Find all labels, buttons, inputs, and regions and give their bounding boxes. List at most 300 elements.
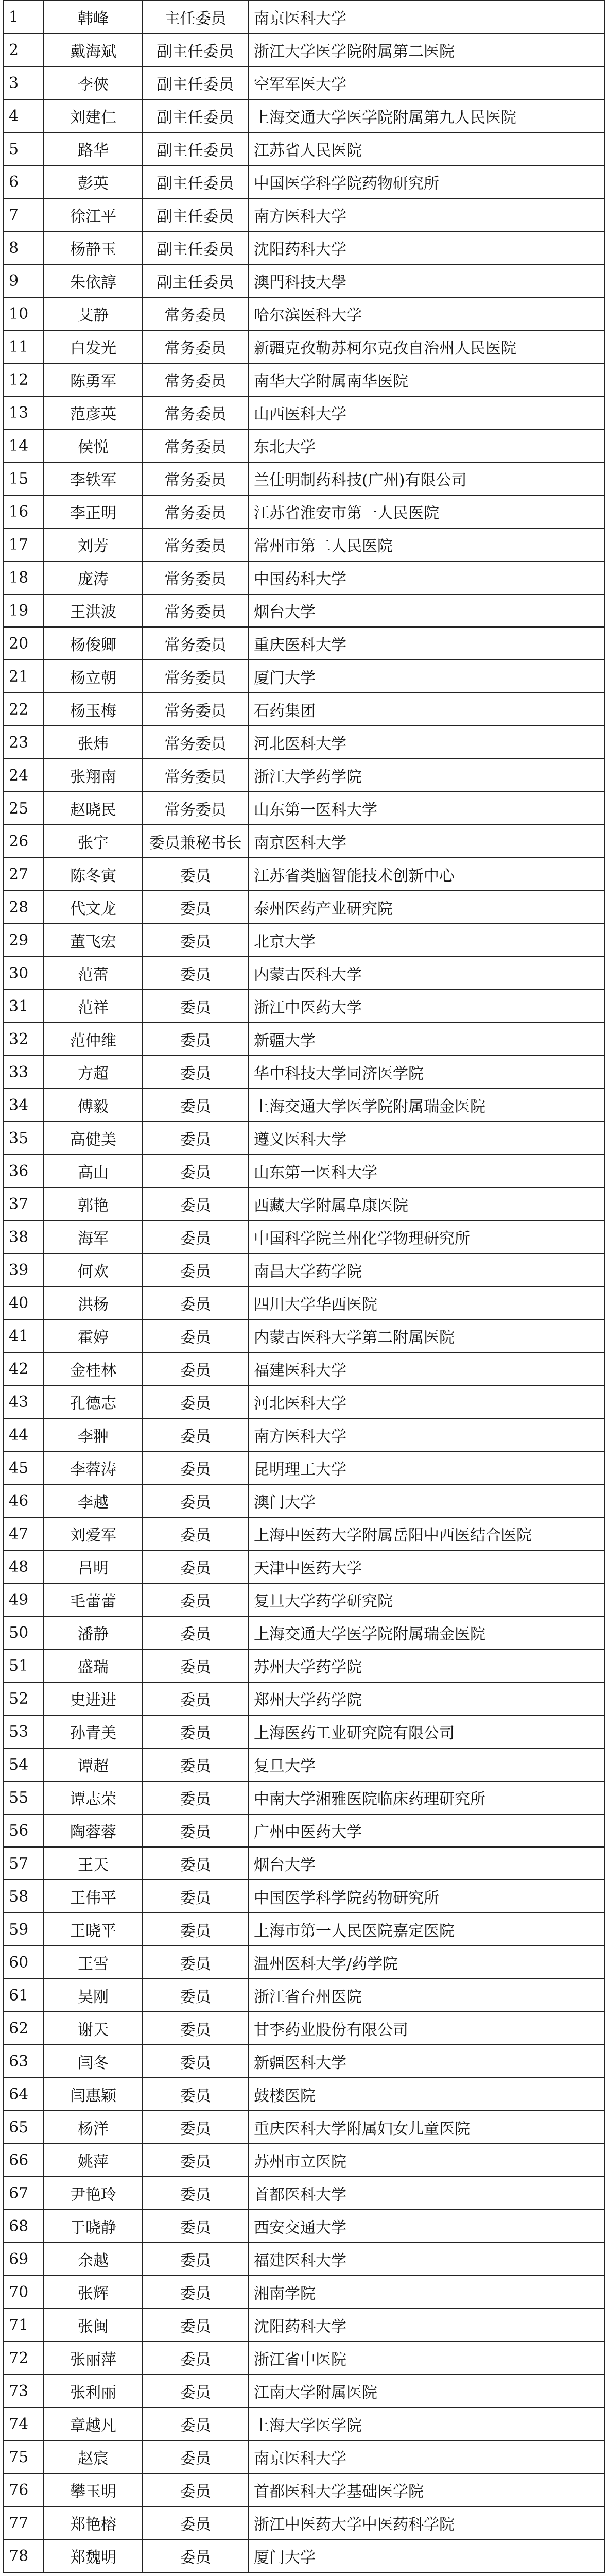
member-name: 高山	[44, 1155, 143, 1188]
member-name: 尹艳玲	[44, 2177, 143, 2210]
member-organization: 郑州大学药学院	[248, 1682, 604, 1715]
member-name: 吕明	[44, 1550, 143, 1583]
row-number: 67	[3, 2177, 44, 2210]
row-number: 54	[3, 1748, 44, 1781]
member-name: 霍婷	[44, 1319, 143, 1352]
member-name: 张炜	[44, 726, 143, 759]
member-name: 张宇	[44, 825, 143, 858]
member-role: 委员	[143, 1155, 248, 1188]
member-organization: 浙江大学药学院	[248, 759, 604, 792]
member-role: 常务委员	[143, 462, 248, 495]
table-row	[3, 1616, 604, 1649]
table-row	[3, 2045, 604, 2078]
member-role: 常务委员	[143, 528, 248, 561]
member-role: 副主任委员	[143, 165, 248, 198]
member-organization: 泰州医药产业研究院	[248, 891, 604, 924]
table-row	[3, 1221, 604, 1253]
row-number: 46	[3, 1484, 44, 1517]
member-name: 李翀	[44, 1418, 143, 1451]
member-role: 委员	[143, 1649, 248, 1682]
member-name: 姚萍	[44, 2144, 143, 2177]
row-number: 47	[3, 1517, 44, 1550]
row-number: 35	[3, 1122, 44, 1155]
member-role: 委员	[143, 957, 248, 990]
row-number: 70	[3, 2276, 44, 2309]
row-number: 49	[3, 1583, 44, 1616]
table-row	[3, 165, 604, 198]
member-organization: 烟台大学	[248, 1847, 604, 1880]
member-name: 史进进	[44, 1682, 143, 1715]
member-organization: 重庆医科大学附属妇女儿童医院	[248, 2111, 604, 2144]
member-role: 委员	[143, 2539, 248, 2572]
member-name: 方超	[44, 1056, 143, 1089]
member-name: 李蓉涛	[44, 1451, 143, 1484]
row-number: 74	[3, 2408, 44, 2441]
table-row	[3, 330, 604, 363]
table-row	[3, 1023, 604, 1056]
member-name: 路华	[44, 132, 143, 165]
member-table-body	[3, 1, 604, 2572]
row-number: 32	[3, 1023, 44, 1056]
member-name: 高健美	[44, 1122, 143, 1155]
member-name: 余越	[44, 2243, 143, 2276]
table-row	[3, 1847, 604, 1880]
member-organization: 上海大学医学院	[248, 2408, 604, 2441]
member-role: 委员	[143, 891, 248, 924]
member-role: 委员	[143, 924, 248, 957]
member-name: 孙青美	[44, 1715, 143, 1748]
member-role: 常务委员	[143, 429, 248, 462]
member-role: 委员	[143, 1352, 248, 1385]
member-role: 委员	[143, 1418, 248, 1451]
member-organization: 首都医科大学基础医学院	[248, 2473, 604, 2506]
member-organization: 西安交通大学	[248, 2210, 604, 2243]
member-name: 刘建仁	[44, 99, 143, 132]
member-role: 委员	[143, 1715, 248, 1748]
member-name: 刘芳	[44, 528, 143, 561]
table-row	[3, 1056, 604, 1089]
member-name: 攀玉明	[44, 2473, 143, 2506]
row-number: 12	[3, 363, 44, 396]
member-name: 王晓平	[44, 1913, 143, 1946]
member-name: 傅毅	[44, 1089, 143, 1122]
row-number: 1	[3, 1, 44, 33]
row-number: 26	[3, 825, 44, 858]
member-organization: 上海交通大学医学院附属瑞金医院	[248, 1616, 604, 1649]
member-role: 委员	[143, 2342, 248, 2375]
table-row	[3, 231, 604, 264]
row-number: 2	[3, 33, 44, 66]
row-number: 6	[3, 165, 44, 198]
row-number: 30	[3, 957, 44, 990]
member-role: 委员	[143, 1319, 248, 1352]
row-number: 66	[3, 2144, 44, 2177]
member-organization: 南昌大学药学院	[248, 1253, 604, 1286]
member-role: 副主任委员	[143, 99, 248, 132]
row-number: 51	[3, 1649, 44, 1682]
row-number: 60	[3, 1946, 44, 1979]
member-name: 范蕾	[44, 957, 143, 990]
table-row	[3, 1748, 604, 1781]
member-role: 委员	[143, 1682, 248, 1715]
member-organization: 遵义医科大学	[248, 1122, 604, 1155]
member-name: 盛瑞	[44, 1649, 143, 1682]
table-row	[3, 429, 604, 462]
member-role: 委员	[143, 2177, 248, 2210]
row-number: 71	[3, 2309, 44, 2342]
member-name: 代文龙	[44, 891, 143, 924]
member-role: 委员	[143, 1847, 248, 1880]
member-role: 委员	[143, 2276, 248, 2309]
member-name: 庞涛	[44, 561, 143, 594]
member-role: 主任委员	[143, 1, 248, 33]
row-number: 18	[3, 561, 44, 594]
member-name: 王洪波	[44, 594, 143, 627]
table-row	[3, 33, 604, 66]
table-row	[3, 660, 604, 693]
row-number: 17	[3, 528, 44, 561]
member-name: 朱依諄	[44, 264, 143, 297]
row-number: 28	[3, 891, 44, 924]
row-number: 64	[3, 2078, 44, 2111]
member-name: 陈冬寅	[44, 858, 143, 891]
row-number: 55	[3, 1781, 44, 1814]
member-organization: 浙江中医药大学	[248, 990, 604, 1023]
member-role: 委员	[143, 2375, 248, 2408]
member-role: 委员	[143, 1550, 248, 1583]
table-row	[3, 297, 604, 330]
member-role: 副主任委员	[143, 66, 248, 99]
member-name: 杨立朝	[44, 660, 143, 693]
member-name: 闫冬	[44, 2045, 143, 2078]
table-row	[3, 2111, 604, 2144]
member-organization: 河北医科大学	[248, 1385, 604, 1418]
member-organization: 空军军医大学	[248, 66, 604, 99]
member-role: 委员	[143, 1286, 248, 1319]
member-role: 委员	[143, 2441, 248, 2473]
member-role: 委员	[143, 1814, 248, 1847]
member-role: 常务委员	[143, 594, 248, 627]
member-organization: 天津中医药大学	[248, 1550, 604, 1583]
member-name: 金桂林	[44, 1352, 143, 1385]
member-role: 委员	[143, 858, 248, 891]
member-name: 陶蓉蓉	[44, 1814, 143, 1847]
row-number: 14	[3, 429, 44, 462]
member-role: 常务委员	[143, 396, 248, 429]
member-name: 毛蕾蕾	[44, 1583, 143, 1616]
table-row	[3, 1188, 604, 1221]
member-organization: 上海市第一人民医院嘉定医院	[248, 1913, 604, 1946]
table-row	[3, 2276, 604, 2309]
row-number: 72	[3, 2342, 44, 2375]
member-name: 杨玉梅	[44, 693, 143, 726]
row-number: 38	[3, 1221, 44, 1253]
member-role: 常务委员	[143, 693, 248, 726]
member-organization: 重庆医科大学	[248, 627, 604, 660]
member-name: 吴刚	[44, 1979, 143, 2012]
member-role: 委员	[143, 1517, 248, 1550]
member-role: 委员	[143, 1056, 248, 1089]
row-number: 77	[3, 2506, 44, 2539]
row-number: 21	[3, 660, 44, 693]
member-organization: 四川大学华西医院	[248, 1286, 604, 1319]
table-row	[3, 363, 604, 396]
member-organization: 兰仕明制药科技(广州)有限公司	[248, 462, 604, 495]
table-row	[3, 1451, 604, 1484]
member-organization: 中国科学院兰州化学物理研究所	[248, 1221, 604, 1253]
member-role: 委员	[143, 2045, 248, 2078]
member-organization: 江苏省人民医院	[248, 132, 604, 165]
table-row	[3, 924, 604, 957]
member-role: 委员	[143, 1188, 248, 1221]
member-name: 彭英	[44, 165, 143, 198]
member-organization: 石药集团	[248, 693, 604, 726]
member-organization: 内蒙古医科大学第二附属医院	[248, 1319, 604, 1352]
table-row	[3, 132, 604, 165]
table-row	[3, 1715, 604, 1748]
row-number: 23	[3, 726, 44, 759]
member-organization: 上海交通大学医学院附属瑞金医院	[248, 1089, 604, 1122]
table-row	[3, 2473, 604, 2506]
table-row	[3, 990, 604, 1023]
member-organization: 澳门大学	[248, 1484, 604, 1517]
member-name: 何欢	[44, 1253, 143, 1286]
member-role: 常务委员	[143, 726, 248, 759]
member-name: 王天	[44, 1847, 143, 1880]
table-row	[3, 1649, 604, 1682]
member-organization: 上海交通大学医学院附属第九人民医院	[248, 99, 604, 132]
member-role: 委员	[143, 1122, 248, 1155]
member-organization: 新疆医科大学	[248, 2045, 604, 2078]
member-organization: 南方医科大学	[248, 1418, 604, 1451]
member-name: 艾静	[44, 297, 143, 330]
member-organization: 澳門科技大學	[248, 264, 604, 297]
member-name: 谭志荣	[44, 1781, 143, 1814]
member-organization: 北京大学	[248, 924, 604, 957]
table-row	[3, 1155, 604, 1188]
table-row	[3, 198, 604, 231]
row-number: 27	[3, 858, 44, 891]
member-name: 谢天	[44, 2012, 143, 2045]
row-number: 40	[3, 1286, 44, 1319]
member-role: 委员	[143, 1946, 248, 1979]
row-number: 10	[3, 297, 44, 330]
member-organization: 河北医科大学	[248, 726, 604, 759]
member-organization: 首都医科大学	[248, 2177, 604, 2210]
member-organization: 湘南学院	[248, 2276, 604, 2309]
member-name: 洪杨	[44, 1286, 143, 1319]
row-number: 52	[3, 1682, 44, 1715]
member-organization: 东北大学	[248, 429, 604, 462]
member-role: 委员	[143, 990, 248, 1023]
member-organization: 南京医科大学	[248, 2441, 604, 2473]
member-name: 范仲维	[44, 1023, 143, 1056]
row-number: 58	[3, 1880, 44, 1913]
table-row	[3, 1550, 604, 1583]
table-row	[3, 528, 604, 561]
table-row	[3, 462, 604, 495]
table-row	[3, 1913, 604, 1946]
member-role: 委员	[143, 1880, 248, 1913]
member-organization: 南华大学附属南华医院	[248, 363, 604, 396]
row-number: 53	[3, 1715, 44, 1748]
member-organization: 西藏大学附属阜康医院	[248, 1188, 604, 1221]
table-row	[3, 2506, 604, 2539]
table-row	[3, 2309, 604, 2342]
row-number: 25	[3, 792, 44, 825]
row-number: 78	[3, 2539, 44, 2572]
member-name: 潘静	[44, 1616, 143, 1649]
member-role: 委员	[143, 1253, 248, 1286]
member-organization: 华中科技大学同济医学院	[248, 1056, 604, 1089]
table-row	[3, 1979, 604, 2012]
row-number: 5	[3, 132, 44, 165]
member-name: 杨静玉	[44, 231, 143, 264]
member-organization: 新疆大学	[248, 1023, 604, 1056]
row-number: 56	[3, 1814, 44, 1847]
member-role: 委员	[143, 1221, 248, 1253]
row-number: 20	[3, 627, 44, 660]
row-number: 43	[3, 1385, 44, 1418]
member-organization: 甘李药业股份有限公司	[248, 2012, 604, 2045]
member-organization: 上海医药工业研究院有限公司	[248, 1715, 604, 1748]
member-role: 委员	[143, 1979, 248, 2012]
row-number: 13	[3, 396, 44, 429]
member-organization: 复旦大学药学研究院	[248, 1583, 604, 1616]
member-organization: 苏州大学药学院	[248, 1649, 604, 1682]
table-row	[3, 2144, 604, 2177]
member-name: 赵宸	[44, 2441, 143, 2473]
table-row	[3, 561, 604, 594]
member-role: 委员	[143, 2309, 248, 2342]
member-name: 张闽	[44, 2309, 143, 2342]
table-row	[3, 1484, 604, 1517]
table-row	[3, 1682, 604, 1715]
member-name: 戴海斌	[44, 33, 143, 66]
member-name: 李俠	[44, 66, 143, 99]
member-organization: 南京医科大学	[248, 1, 604, 33]
table-row	[3, 825, 604, 858]
member-name: 刘爱军	[44, 1517, 143, 1550]
row-number: 7	[3, 198, 44, 231]
row-number: 11	[3, 330, 44, 363]
member-organization: 鼓楼医院	[248, 2078, 604, 2111]
member-organization: 江南大学附属医院	[248, 2375, 604, 2408]
member-organization: 上海中医药大学附属岳阳中西医结合医院	[248, 1517, 604, 1550]
member-name: 张翔南	[44, 759, 143, 792]
row-number: 29	[3, 924, 44, 957]
member-role: 常务委员	[143, 759, 248, 792]
member-role: 委员	[143, 2210, 248, 2243]
member-organization: 烟台大学	[248, 594, 604, 627]
member-organization: 复旦大学	[248, 1748, 604, 1781]
member-name: 范祥	[44, 990, 143, 1023]
member-name: 杨洋	[44, 2111, 143, 2144]
row-number: 4	[3, 99, 44, 132]
table-row	[3, 1253, 604, 1286]
table-row	[3, 1352, 604, 1385]
member-organization: 内蒙古医科大学	[248, 957, 604, 990]
member-name: 郭艳	[44, 1188, 143, 1221]
row-number: 19	[3, 594, 44, 627]
committee-member-table	[3, 0, 605, 2573]
row-number: 68	[3, 2210, 44, 2243]
member-organization: 广州中医药大学	[248, 1814, 604, 1847]
member-name: 张丽萍	[44, 2342, 143, 2375]
table-row	[3, 1089, 604, 1122]
table-row	[3, 726, 604, 759]
table-row	[3, 792, 604, 825]
table-row	[3, 1319, 604, 1352]
table-row	[3, 2441, 604, 2473]
member-organization: 江苏省淮安市第一人民医院	[248, 495, 604, 528]
row-number: 37	[3, 1188, 44, 1221]
row-number: 50	[3, 1616, 44, 1649]
member-name: 张辉	[44, 2276, 143, 2309]
member-role: 副主任委员	[143, 198, 248, 231]
member-organization: 中国药科大学	[248, 561, 604, 594]
table-row	[3, 594, 604, 627]
member-organization: 新疆克孜勒苏柯尔克孜自治州人民医院	[248, 330, 604, 363]
row-number: 42	[3, 1352, 44, 1385]
member-role: 常务委员	[143, 792, 248, 825]
table-row	[3, 957, 604, 990]
row-number: 61	[3, 1979, 44, 2012]
member-organization: 浙江中医药大学中医药科学院	[248, 2506, 604, 2539]
row-number: 24	[3, 759, 44, 792]
table-row	[3, 1946, 604, 1979]
member-name: 海军	[44, 1221, 143, 1253]
member-role: 委员	[143, 1385, 248, 1418]
member-role: 副主任委员	[143, 132, 248, 165]
table-row	[3, 1781, 604, 1814]
row-number: 48	[3, 1550, 44, 1583]
table-row	[3, 264, 604, 297]
member-organization: 哈尔滨医科大学	[248, 297, 604, 330]
row-number: 34	[3, 1089, 44, 1122]
table-row	[3, 1517, 604, 1550]
member-name: 李正明	[44, 495, 143, 528]
table-row	[3, 495, 604, 528]
member-role: 委员	[143, 2144, 248, 2177]
member-organization: 江苏省类脑智能技术创新中心	[248, 858, 604, 891]
member-role: 委员	[143, 2506, 248, 2539]
member-organization: 苏州市立医院	[248, 2144, 604, 2177]
member-organization: 中南大学湘雅医院临床药理研究所	[248, 1781, 604, 1814]
member-name: 侯悦	[44, 429, 143, 462]
member-organization: 厦门大学	[248, 2539, 604, 2572]
member-role: 委员	[143, 2473, 248, 2506]
member-organization: 中国医学科学院药物研究所	[248, 1880, 604, 1913]
member-organization: 浙江省台州医院	[248, 1979, 604, 2012]
member-name: 章越凡	[44, 2408, 143, 2441]
member-role: 委员	[143, 1748, 248, 1781]
member-role: 常务委员	[143, 627, 248, 660]
member-role: 委员	[143, 2111, 248, 2144]
row-number: 59	[3, 1913, 44, 1946]
member-role: 常务委员	[143, 561, 248, 594]
member-role: 委员	[143, 1023, 248, 1056]
member-role: 常务委员	[143, 363, 248, 396]
member-role: 副主任委员	[143, 33, 248, 66]
member-organization: 福建医科大学	[248, 1352, 604, 1385]
member-organization: 山东第一医科大学	[248, 792, 604, 825]
table-row	[3, 66, 604, 99]
member-organization: 山东第一医科大学	[248, 1155, 604, 1188]
member-organization: 昆明理工大学	[248, 1451, 604, 1484]
member-name: 赵晓民	[44, 792, 143, 825]
member-organization: 南方医科大学	[248, 198, 604, 231]
